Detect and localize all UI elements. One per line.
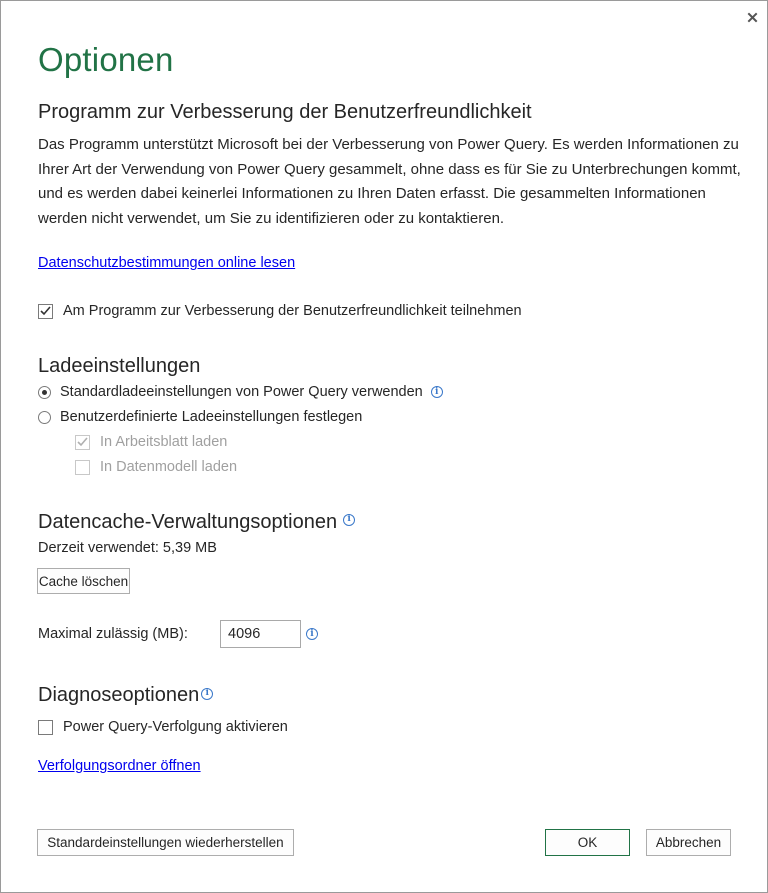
open-trace-folder-link[interactable]: Verfolgungsordner öffnen <box>38 758 201 774</box>
load-worksheet-checkbox <box>75 435 90 450</box>
cache-heading-row <box>38 511 355 534</box>
checkmark-icon <box>40 306 51 316</box>
load-datamodel-label: In Datenmodell laden <box>100 459 238 475</box>
privacy-link[interactable]: Datenschutzbestimmungen online lesen <box>38 255 296 271</box>
diagnostics-heading: Diagnoseoptionen <box>38 684 200 706</box>
ceip-participate-row[interactable] <box>38 303 522 319</box>
load-worksheet-label: In Arbeitsblatt laden <box>100 434 228 450</box>
load-datamodel-checkbox <box>75 460 90 475</box>
dialog-title: Optionen <box>38 41 174 78</box>
restore-defaults-button[interactable]: Standardeinstellungen wiederherstellen <box>37 829 294 856</box>
info-icon[interactable]: i <box>201 688 213 700</box>
cache-max-input[interactable] <box>220 620 301 648</box>
load-default-label: Standardladeeinstellungen von Power Query verwenden <box>60 384 423 400</box>
trace-row[interactable] <box>38 719 288 735</box>
cache-max-label: Maximal zulässig (MB): <box>38 626 188 642</box>
close-button[interactable] <box>742 7 762 27</box>
trace-checkbox[interactable] <box>38 720 53 735</box>
cancel-button[interactable]: Abbrechen <box>646 829 731 856</box>
load-custom-label: Benutzerdefinierte Ladeeinstellungen festlegen <box>60 409 363 425</box>
diagnostics-heading-row <box>38 684 213 707</box>
cache-usage-text: Derzeit verwendet: 5,39 MB <box>38 540 217 556</box>
load-default-row[interactable] <box>38 384 443 400</box>
info-icon[interactable]: i <box>306 628 318 640</box>
ceip-participate-label: Am Programm zur Verbesserung der Benutzerfreundlichkeit teilnehmen <box>63 303 522 319</box>
checkmark-icon <box>77 437 88 447</box>
ceip-participate-checkbox[interactable] <box>38 304 53 319</box>
ceip-heading: Programm zur Verbesserung der Benutzerfreundlichkeit <box>38 101 532 123</box>
load-worksheet-row <box>75 434 227 450</box>
load-heading: Ladeeinstellungen <box>38 355 201 377</box>
cache-heading: Datencache-Verwaltungsoptionen <box>38 511 338 533</box>
trace-label: Power Query-Verfolgung aktivieren <box>63 719 288 735</box>
clear-cache-button[interactable]: Cache löschen <box>37 568 130 594</box>
load-custom-radio[interactable] <box>38 411 51 424</box>
load-datamodel-row <box>75 459 237 475</box>
close-icon <box>747 12 758 23</box>
load-custom-row[interactable] <box>38 409 362 425</box>
ok-button[interactable]: OK <box>545 829 630 856</box>
load-default-radio[interactable] <box>38 386 51 399</box>
ceip-description: Das Programm unterstützt Microsoft bei der Verbesserung von Power Query. Es werden Informationen zu Ihrer Art der Verwendung von Power Query gesammelt, ohne dass es für Sie zu Unterbrechungen kommt, und es werden dabei keinerlei Informationen zu Ihren Daten erfasst. Die gesammelten Informationen werden nicht verwendet, um Sie zu identifizieren oder zu kontaktieren. <box>38 136 741 228</box>
info-icon[interactable]: i <box>343 514 355 526</box>
info-icon[interactable]: i <box>431 386 443 398</box>
